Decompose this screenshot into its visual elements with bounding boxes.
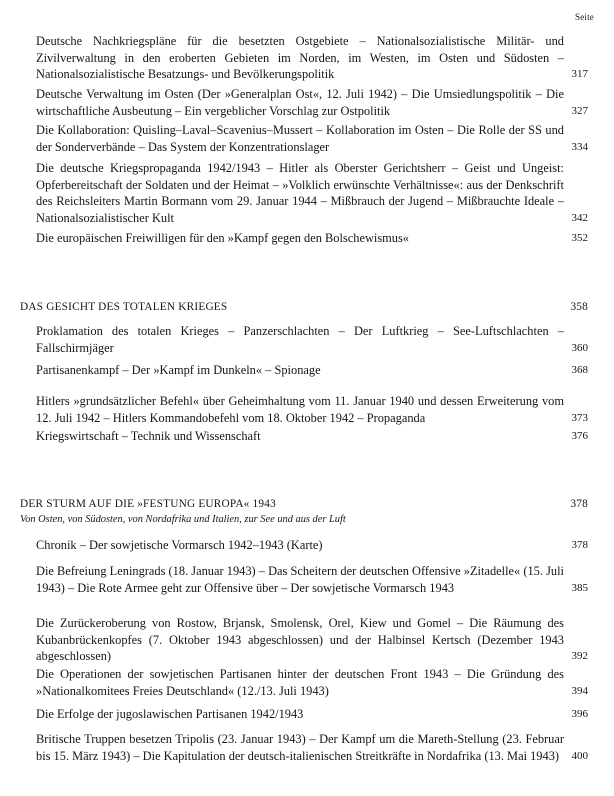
toc-entry-text: Partisanenkampf – Der »Kampf im Dunkeln« – Spionage bbox=[36, 363, 321, 377]
section-heading bbox=[20, 497, 588, 526]
toc-entry bbox=[36, 706, 588, 723]
toc-entry-text: Kriegswirtschaft – Technik und Wissenschaft bbox=[36, 429, 261, 443]
section-title: DAS GESICHT DES TOTALEN KRIEGES bbox=[20, 301, 228, 313]
section-page: 358 bbox=[570, 301, 588, 313]
toc-entry-page: 368 bbox=[571, 364, 588, 376]
toc-entry-text: Die deutsche Kriegspropaganda 1942/1943 – Hitler als Oberster Gerichtsherr – Geist und Ungeist: Opferbereitschaft der Soldaten und der Heimat – »Volklich erwünschte Verhältnisse«: aus der Denkschrift des Reichsleiters Martin Bormann vom 29. Januar 1944 – Mißbrauch der Jugend – Mißbrauchte Ideale – Nationalsozialistischer Kult bbox=[36, 161, 564, 225]
toc-entry bbox=[36, 33, 588, 83]
toc-entry-page: 400 bbox=[571, 749, 588, 762]
toc-entry bbox=[36, 160, 588, 226]
toc-entry bbox=[36, 731, 588, 764]
toc-entry-page: 327 bbox=[571, 104, 588, 117]
section-heading bbox=[20, 300, 588, 316]
toc-entry bbox=[36, 323, 588, 356]
toc-entry-page: 317 bbox=[571, 68, 588, 80]
toc-entry bbox=[36, 615, 588, 665]
toc-entry-page: 396 bbox=[571, 708, 588, 720]
toc-entry-text: Deutsche Nachkriegspläne für die besetzten Ostgebiete – Nationalsozialistische Militär- und Zivilverwaltung in den eroberten Gebieten im Norden, im Westen, im Osten und Südosten – Nationalsozialistische Besatzungs- und Bevölkerungspolitik bbox=[36, 34, 564, 81]
page-column-header: Seite bbox=[575, 12, 594, 22]
toc-entry-page: 376 bbox=[571, 430, 588, 442]
toc-entry-page: 392 bbox=[571, 650, 588, 662]
toc-entry-page: 342 bbox=[571, 211, 588, 224]
toc-entry-text: Die Befreiung Leningrads (18. Januar 1943) – Das Scheitern der deutschen Offensive »Zitadelle« (15. Juli 1943) – Die Rote Armee geht zur Offensive über – Der sowjetische Vormarsch 1943 bbox=[36, 564, 564, 595]
toc-entry-page: 360 bbox=[571, 341, 588, 354]
section-page: 378 bbox=[570, 498, 588, 510]
section-title: DER STURM AUF DIE »FESTUNG EUROPA« 1943 bbox=[20, 498, 276, 510]
toc-entry bbox=[36, 666, 588, 699]
section-subtitle: Von Osten, von Südosten, von Nordafrika und Italien, zur See und aus der Luft bbox=[20, 514, 346, 525]
toc-entry-page: 373 bbox=[571, 411, 588, 424]
toc-entry-text: Britische Truppen besetzen Tripolis (23. Januar 1943) – Der Kampf um die Mareth-Stellung (23. Februar bis 15. März 1943) – Die Kapitulation der deutsch-italienischen Streitkräfte in Nordafrika (13. Mai 1943) bbox=[36, 732, 564, 763]
toc-entry-text: Die Operationen der sowjetischen Partisanen hinter der deutschen Front 1943 – Die Gründung des »Nationalkomitees Freies Deutschland« (12./13. Juli 1943) bbox=[36, 667, 564, 698]
toc-entry-text: Deutsche Verwaltung im Osten (Der »Generalplan Ost«, 12. Juli 1942) – Die Umsiedlungspolitik – Die wirtschaftliche Ausbeutung – Ein vergeblicher Vorschlag zur Ostpolitik bbox=[36, 87, 564, 118]
toc-entry-text: Proklamation des totalen Krieges – Panzerschlachten – Der Luftkrieg – See-Luftschlachten – Fallschirmjäger bbox=[36, 324, 564, 355]
toc-entry bbox=[36, 86, 588, 119]
toc-entry bbox=[36, 428, 588, 445]
toc-entry bbox=[36, 563, 588, 596]
toc-entry bbox=[36, 122, 588, 155]
toc-entry-text: Die Zurückeroberung von Rostow, Brjansk, Smolensk, Orel, Kiew und Gomel – Die Räumung des Kubanbrückenkopfes (7. Oktober 1943 abgeschlossen) und der Halbinsel Kertsch (Dezember 1943 abgeschlossen) bbox=[36, 616, 564, 663]
toc-entry-text: Chronik – Der sowjetische Vormarsch 1942–1943 (Karte) bbox=[36, 538, 323, 552]
toc-entry-text: Hitlers »grundsätzlicher Befehl« über Geheimhaltung vom 11. Januar 1940 und dessen Erweiterung vom 12. Juli 1942 – Hitlers Kommandobefehl vom 18. Oktober 1942 – Propaganda bbox=[36, 394, 564, 425]
toc-entry-page: 334 bbox=[571, 140, 588, 153]
toc-entry-text: Die Kollaboration: Quisling–Laval–Scavenius–Mussert – Kollaboration im Osten – Die Rolle der SS und der Sonderverbände – Das System der Konzentrationslager bbox=[36, 123, 564, 154]
toc-entry bbox=[36, 362, 588, 379]
toc-entry bbox=[36, 537, 588, 554]
toc-entry-page: 394 bbox=[571, 684, 588, 697]
toc-entry-page: 352 bbox=[571, 232, 588, 244]
toc-entry-text: Die Erfolge der jugoslawischen Partisanen 1942/1943 bbox=[36, 707, 304, 721]
toc-entry-text: Die europäischen Freiwilligen für den »Kampf gegen den Bolschewismus« bbox=[36, 231, 410, 245]
toc-entry-page: 385 bbox=[571, 581, 588, 594]
toc-entry-page: 378 bbox=[571, 539, 588, 551]
toc-entry bbox=[36, 230, 588, 247]
toc-entry bbox=[36, 393, 588, 426]
